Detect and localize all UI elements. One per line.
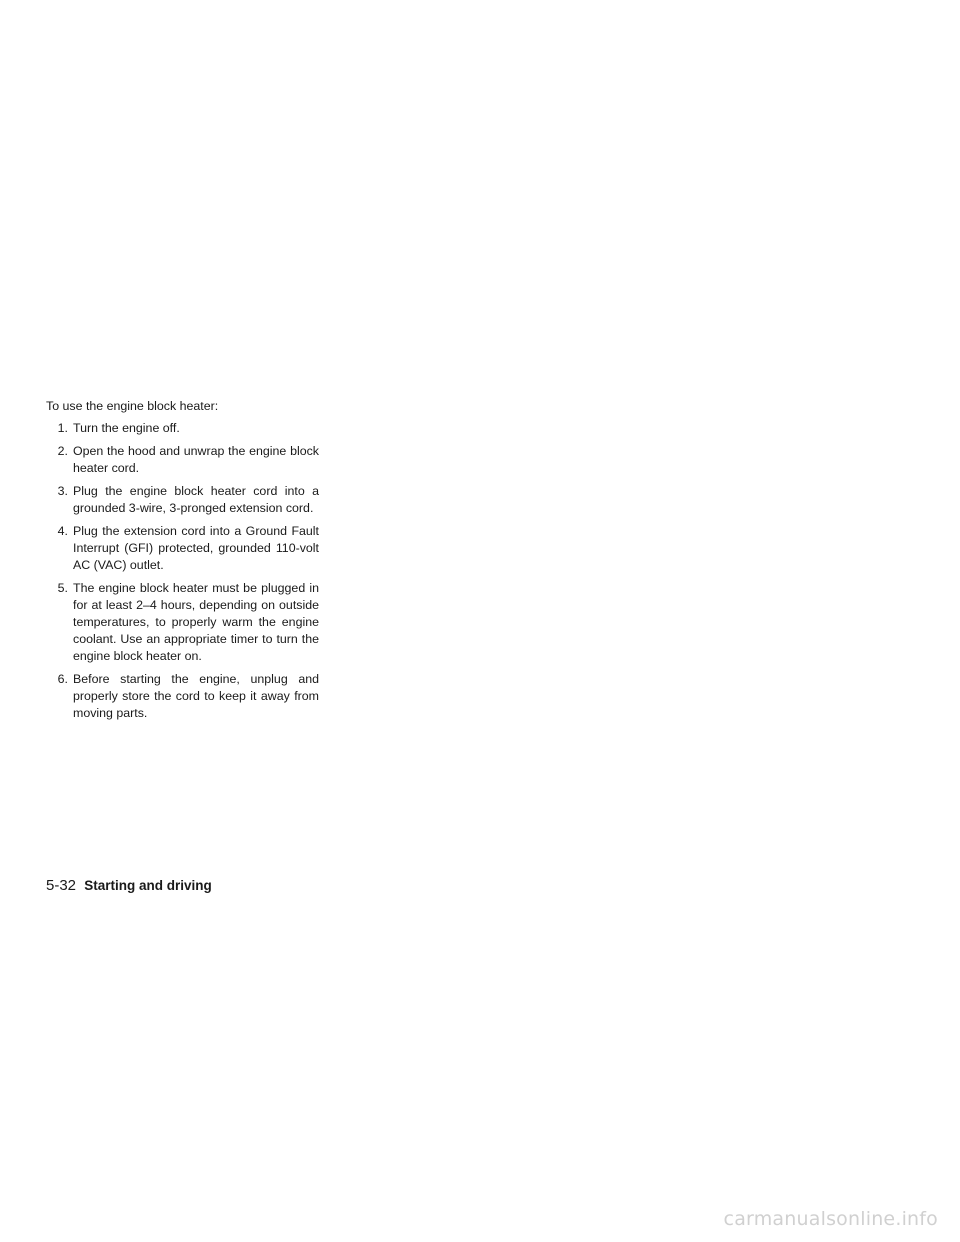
step-text: Open the hood and unwrap the engine block heater cord. xyxy=(73,444,319,475)
steps-list xyxy=(46,420,319,722)
step-item xyxy=(46,420,319,437)
step-item xyxy=(46,580,319,665)
step-number: 6. xyxy=(57,672,68,686)
step-text: Turn the engine off. xyxy=(73,421,180,435)
step-text: The engine block heater must be plugged in for at least 2–4 hours, depending on outside temperatures, to properly warm the engine coolant. Use an appropriate timer to turn the engine block heater on. xyxy=(73,581,319,663)
step-item xyxy=(46,671,319,722)
step-number: 4. xyxy=(57,524,68,538)
page-footer xyxy=(46,876,212,896)
step-text: Plug the extension cord into a Ground Fault Interrupt (GFI) protected, grounded 110-volt AC (VAC) outlet. xyxy=(73,524,319,572)
step-number: 1. xyxy=(57,421,68,435)
step-item xyxy=(46,483,319,517)
step-number: 2. xyxy=(57,444,68,458)
intro-text: To use the engine block heater: xyxy=(46,399,219,413)
step-item xyxy=(46,523,319,574)
instructions-block xyxy=(46,398,319,728)
step-text: Before starting the engine, unplug and properly store the cord to keep it away from moving parts. xyxy=(73,672,319,720)
step-item xyxy=(46,443,319,477)
step-number: 5. xyxy=(57,581,68,595)
step-number: 3. xyxy=(57,484,68,498)
watermark: carmanualsonline.info xyxy=(723,1208,938,1230)
step-text: Plug the engine block heater cord into a grounded 3-wire, 3-pronged extension cord. xyxy=(73,484,319,515)
section-title: Starting and driving xyxy=(84,878,212,893)
page-number: 5-32 xyxy=(46,877,77,894)
